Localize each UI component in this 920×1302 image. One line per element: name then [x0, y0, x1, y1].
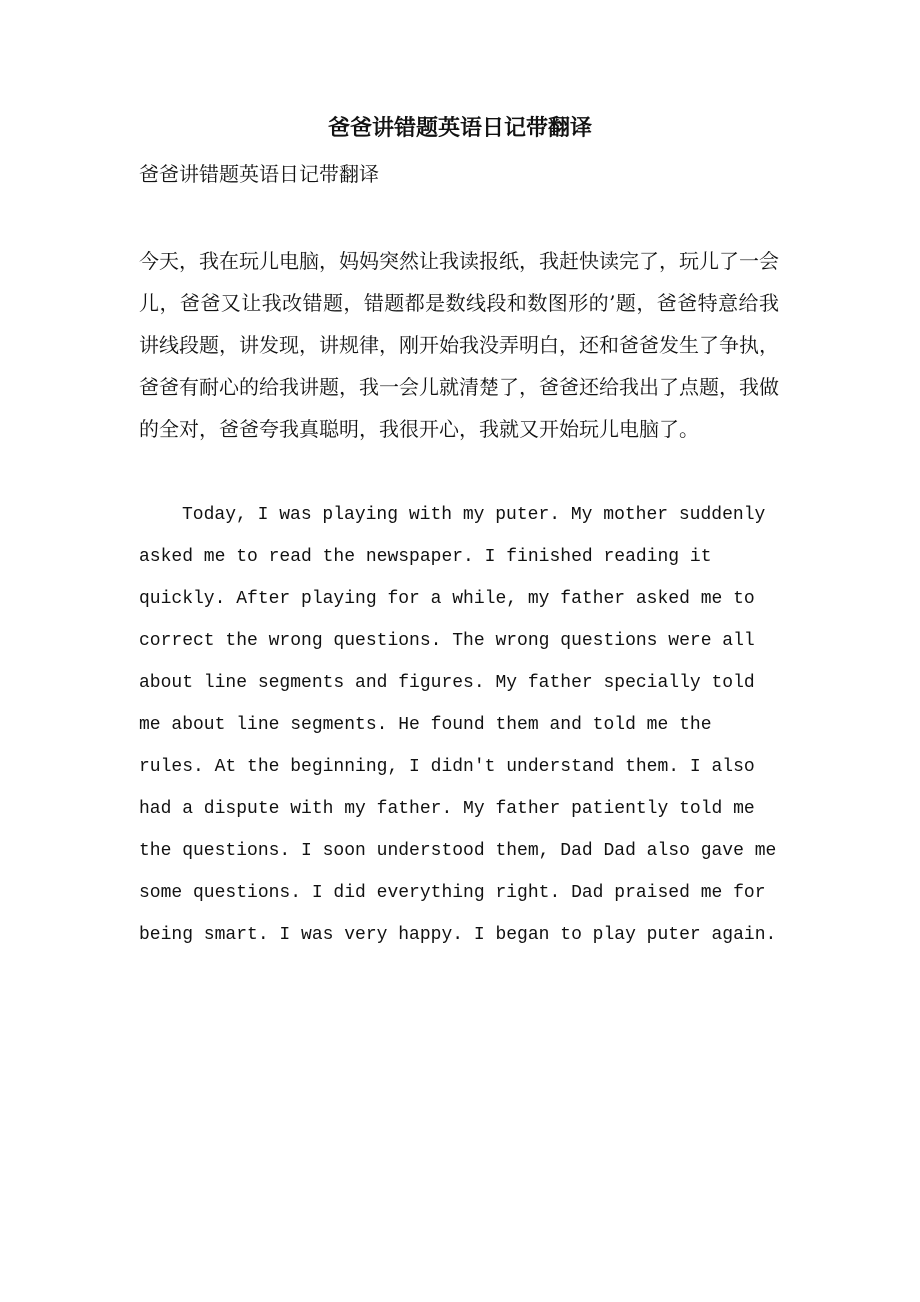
document-subtitle: 爸爸讲错题英语日记带翻译: [139, 162, 379, 186]
chinese-paragraph: 今天，我在玩儿电脑，妈妈突然让我读报纸，我赶快读完了，玩儿了一会儿，爸爸又让我改错题，错题都是数线段和数图形的’题，爸爸特意给我讲线段题，讲发现，讲规律，刚开始我没弄明白，还和爸爸发生了争执，爸爸有耐心的给我讲题，我一会儿就清楚了，爸爸还给我出了点题，我做的全对，爸爸夸我真聪明，我很开心，我就又开始玩儿电脑了。: [139, 249, 779, 441]
english-paragraph: Today, I was playing with my puter. My mother suddenly asked me to read the newspaper. I finished reading it quickly. After playing for a while, my father asked me to correct the wrong questions. The wrong questions were all about line segments and figures. My father specially told me about line segments. He found them and told me the rules. At the beginning, I didn't understand them. I also had a dispute with my father. My father patiently told me the questions. I soon understood them, Dad Dad also gave me some questions. I did everything right. Dad praised me for being smart. I was very happy. I began to play puter again.: [139, 505, 777, 945]
document-title: 爸爸讲错题英语日记带翻译: [327, 115, 592, 141]
